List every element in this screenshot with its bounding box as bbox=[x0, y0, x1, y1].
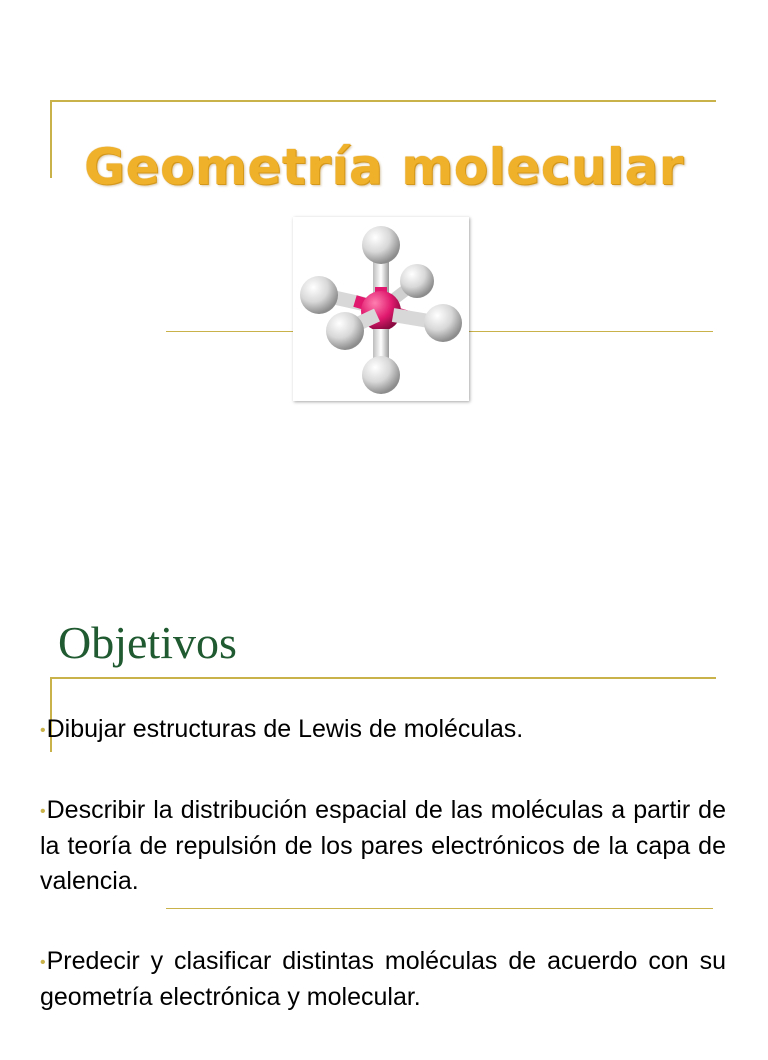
objectives-top-rule bbox=[50, 677, 716, 679]
list-item: •Dibujar estructuras de Lewis de moléculas. bbox=[40, 715, 524, 743]
bullet-marker: • bbox=[40, 803, 46, 820]
objectives-title: Objetivos bbox=[58, 617, 237, 668]
middle-rule-right bbox=[469, 331, 713, 332]
slide-title-text: Geometría molecular bbox=[84, 138, 684, 196]
bullet-marker: • bbox=[40, 954, 46, 971]
bullet-marker: • bbox=[40, 722, 46, 739]
list-item: •Predecir y clasificar distintas moléculas de acuerdo con su geometría electrónica y molecular. bbox=[40, 947, 726, 1011]
objectives-list bbox=[40, 712, 726, 1060]
middle-rule-left bbox=[166, 331, 294, 332]
molecule-image bbox=[293, 217, 469, 401]
slide-objectives bbox=[0, 580, 768, 1024]
list-item: •Describir la distribución espacial de las moléculas a partir de la teoría de repulsión de los pares electrónicos de la capa de valencia. bbox=[40, 796, 726, 895]
top-rule bbox=[50, 100, 716, 102]
octahedral-molecule-icon bbox=[293, 217, 469, 401]
